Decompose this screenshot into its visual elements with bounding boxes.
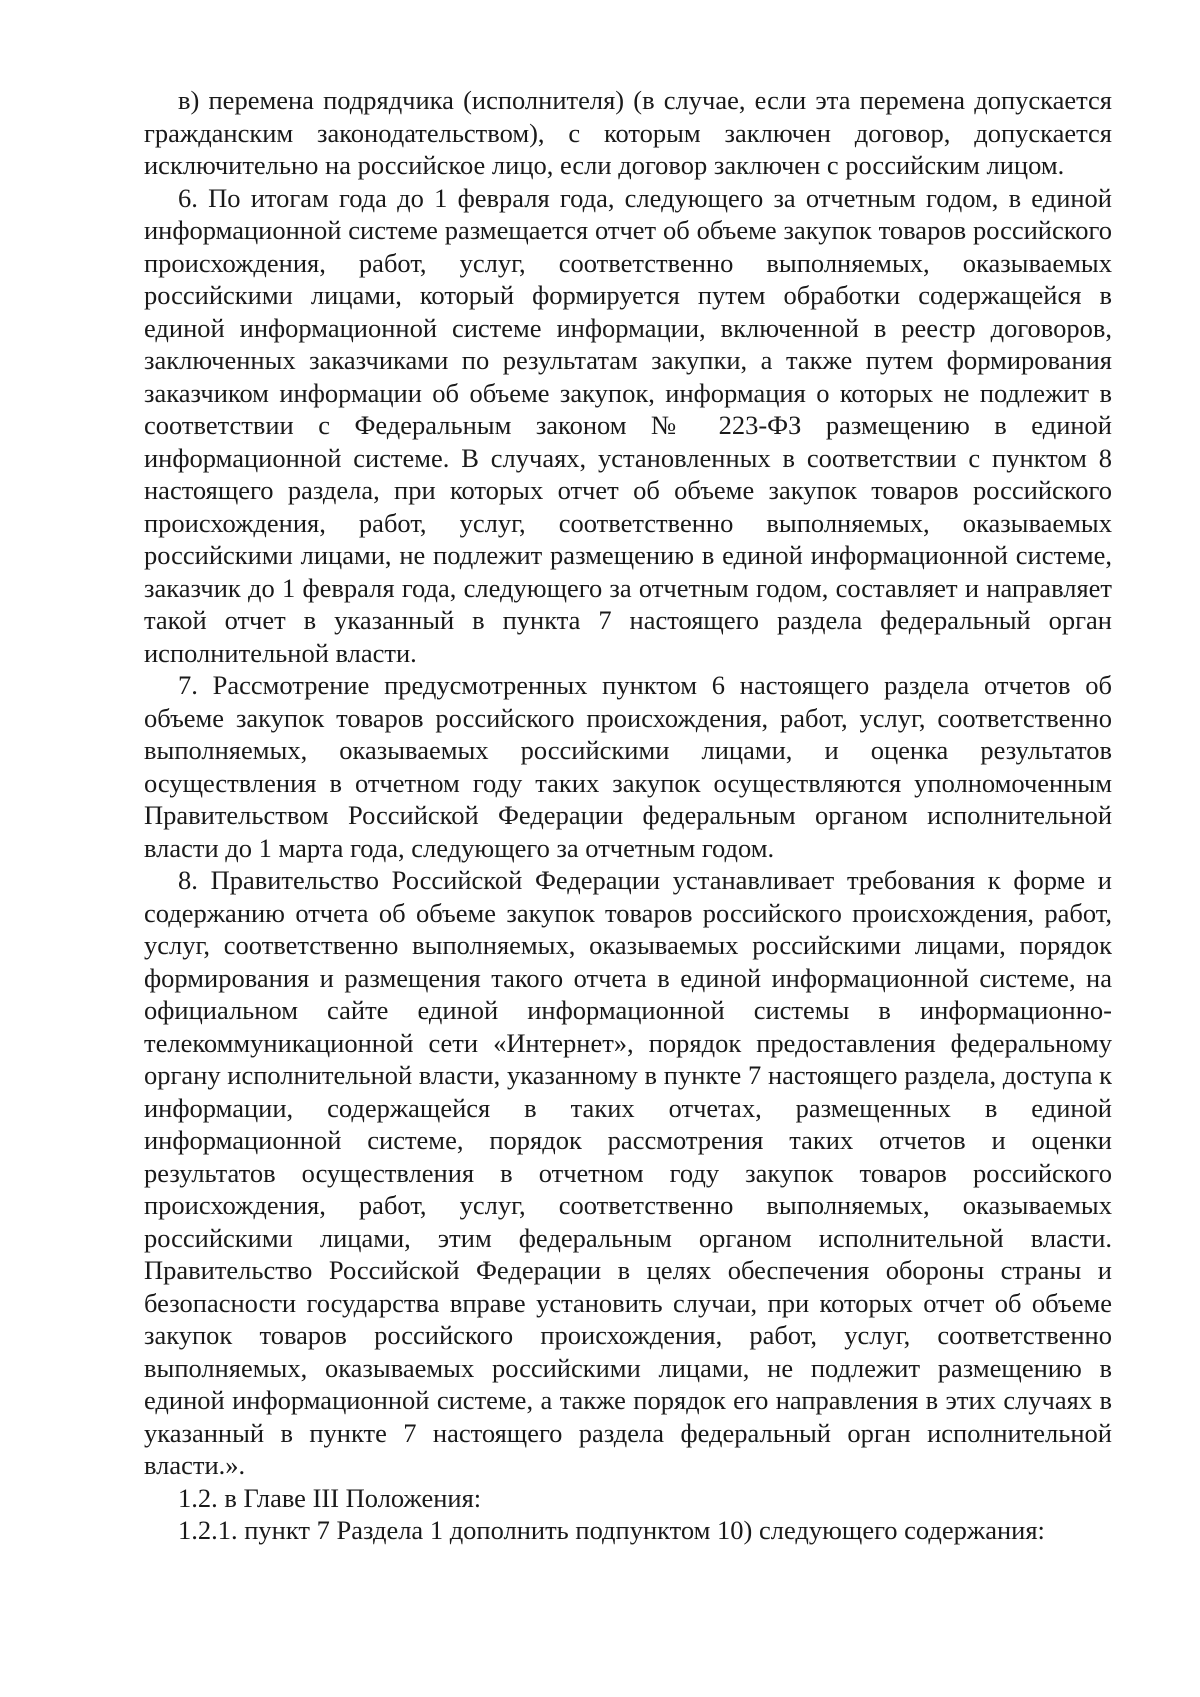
paragraph-item-7: 7. Рассмотрение предусмотренных пунктом 6 настоящего раздела отчетов об объеме закупок товаров российского происхождения, работ, услуг, соответственно выполняемых, оказываемых российскими лицами, и оценка результатов осуществления в отчетном году таких закупок осуществляются уполномоченным Правительством Российской Федерации федеральным органом исполнительной власти до 1 марта года, следующего за отчетным годом. bbox=[144, 670, 1112, 863]
paragraph-1-2-1: 1.2.1. пункт 7 Раздела 1 дополнить подпунктом 10) следующего содержания: bbox=[178, 1515, 1045, 1545]
paragraph-1-2: 1.2. в Главе III Положения: bbox=[178, 1482, 482, 1513]
paragraph-contractor-change: в) перемена подрядчика (исполнителя) (в случае, если эта перемена допускается гражданским законодательством), с которым заключен договор, допускается исключительно на российское лицо, если договор заключен с российским лицом. bbox=[144, 85, 1112, 180]
paragraph-item-8: 8. Правительство Российской Федерации устанавливает требования к форме и содержанию отчета об объеме закупок товаров российского происхождения, работ, услуг, соответственно выполняемых, оказываемых российскими лицами, порядок формирования и размещения такого отчета в единой информационной системе, на официальном сайте единой информационной системы в информационно-телекоммуникационной сети «Интернет», порядок предоставления федеральному органу исполнительной власти, указанному в пункте 7 настоящего раздела, доступа к информации, содержащейся в таких отчетах, размещенных в единой информационной системе, порядок рассмотрения таких отчетов и оценки результатов осуществления в отчетном году закупок товаров российского происхождения, работ, услуг, соответственно выполняемых, оказываемых российскими лицами, этим федеральным органом исполнительной власти. Правительство Российской Федерации в целях обеспечения обороны страны и безопасности государства вправе установить случаи, при которых отчет об объеме закупок товаров российского происхождения, работ, услуг, соответственно выполняемых, оказываемых российскими лицами, не подлежит размещению в единой информационной системе, а также порядок его направления в этих случаях в указанный в пункте 7 настоящего раздела федеральный орган исполнительной власти.». bbox=[144, 865, 1112, 1480]
document-body bbox=[144, 84, 1112, 1547]
paragraph-item-6: 6. По итогам года до 1 февраля года, следующего за отчетным годом, в единой информационной системе размещается отчет об объеме закупок товаров российского происхождения, работ, услуг, соответственно выполняемых, оказываемых российскими лицами, который формируется путем обработки содержащейся в единой информационной системе информации, включенной в реестр договоров, заключенных заказчиками по результатам закупки, а также путем формирования заказчиком информации об объеме закупок, информация о которых не подлежит в соответствии с Федеральным законом № 223-ФЗ размещению в единой информационной системе. В случаях, установленных в соответствии с пунктом 8 настоящего раздела, при которых отчет об объеме закупок товаров российского происхождения, работ, услуг, соответственно выполняемых, оказываемых российскими лицами, не подлежит размещению в единой информационной системе, заказчик до 1 февраля года, следующего за отчетным годом, составляет и направляет такой отчет в указанный в пункта 7 настоящего раздела федеральный орган исполнительной власти. bbox=[144, 182, 1112, 668]
